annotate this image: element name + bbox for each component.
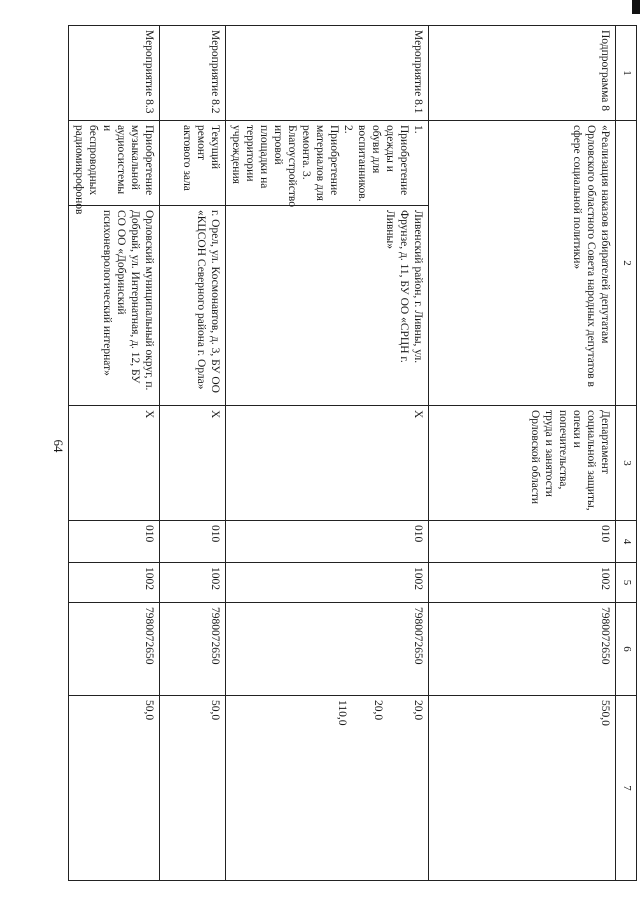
activity-label: Мероприятие 8.3 <box>68 26 159 121</box>
activity-label: Мероприятие 8.1 <box>225 26 428 121</box>
amount-line-1: 20,0 <box>412 700 424 721</box>
responsible-department: Департамент социальной защиты, опеки и попечительства, труда и занятости Орловской области <box>429 406 616 521</box>
table-row <box>429 26 616 881</box>
col-header-3: 3 <box>616 406 637 521</box>
activity-address: Орловский муниципальный округ, п. Добрый, ул. Интернатная, д. 12, БУ СО ОО «Добринский психоневрологический интернат» <box>68 206 159 406</box>
table-row <box>225 26 428 881</box>
cell-amount: 50,0 <box>159 696 225 881</box>
cell-grbs: 010 <box>225 521 428 563</box>
cell-section: 1002 <box>429 563 616 603</box>
activity-address: Ливенский район, г. Ливны, ул. Фрунзе, д. 11, БУ ОО «СРЦН г. Ливны» <box>225 206 428 406</box>
cell-grbs: 010 <box>68 521 159 563</box>
scan-edge-mark <box>632 0 640 14</box>
col-header-5: 5 <box>616 563 637 603</box>
cell-amount: 50,0 <box>68 696 159 881</box>
header-row <box>616 26 637 881</box>
activity-address: г. Орел, ул. Космонавтов, д. 3, БУ ОО «КЦСОН Северного района г. Орла» <box>159 206 225 406</box>
activity-description: Текущий ремонт актового зала <box>159 121 225 206</box>
cell-x: X <box>68 406 159 521</box>
cell-section: 1002 <box>68 563 159 603</box>
table-row <box>159 26 225 881</box>
cell-amount: 550,0 <box>429 696 616 881</box>
table-row <box>68 26 159 881</box>
cell-target-article: 7980072650 <box>68 603 159 696</box>
cell-grbs: 010 <box>159 521 225 563</box>
col-header-4: 4 <box>616 521 637 563</box>
cell-x: X <box>225 406 428 521</box>
cell-grbs: 010 <box>429 521 616 563</box>
amount-line-2: 20,0 <box>371 700 384 721</box>
cell-target-article: 7980072650 <box>429 603 616 696</box>
cell-section: 1002 <box>159 563 225 603</box>
amount-line-3: 110,0 <box>335 700 348 726</box>
subprogram-label: Подпрограмма 8 <box>429 26 616 121</box>
col-header-6: 6 <box>616 603 637 696</box>
cell-section: 1002 <box>225 563 428 603</box>
activity-description: 1. Приобретение одежды и обуви для воспитанников. 2. Приобретение материалов для ремонта. 3. Благоустройство игровой площадки на территории учреждения <box>225 121 428 206</box>
activity-label: Мероприятие 8.2 <box>159 26 225 121</box>
subprogram-title: «Реализация наказов избирателей депутатам Орловского областного Совета народных депутатов в сфере социальной политики» <box>429 121 616 406</box>
page-number: 64 <box>51 439 66 453</box>
cell-amounts <box>225 696 428 881</box>
budget-table <box>68 25 637 881</box>
cell-target-article: 7980072650 <box>225 603 428 696</box>
cell-x: X <box>159 406 225 521</box>
activity-description: Приобретение музыкальной аудиосистемы и беспроводных радиомикрофонов <box>68 121 159 206</box>
col-header-1: 1 <box>616 26 637 121</box>
rotated-table-wrapper <box>72 25 637 880</box>
cell-target-article: 7980072650 <box>159 603 225 696</box>
col-header-7: 7 <box>616 696 637 881</box>
col-header-2: 2 <box>616 121 637 406</box>
